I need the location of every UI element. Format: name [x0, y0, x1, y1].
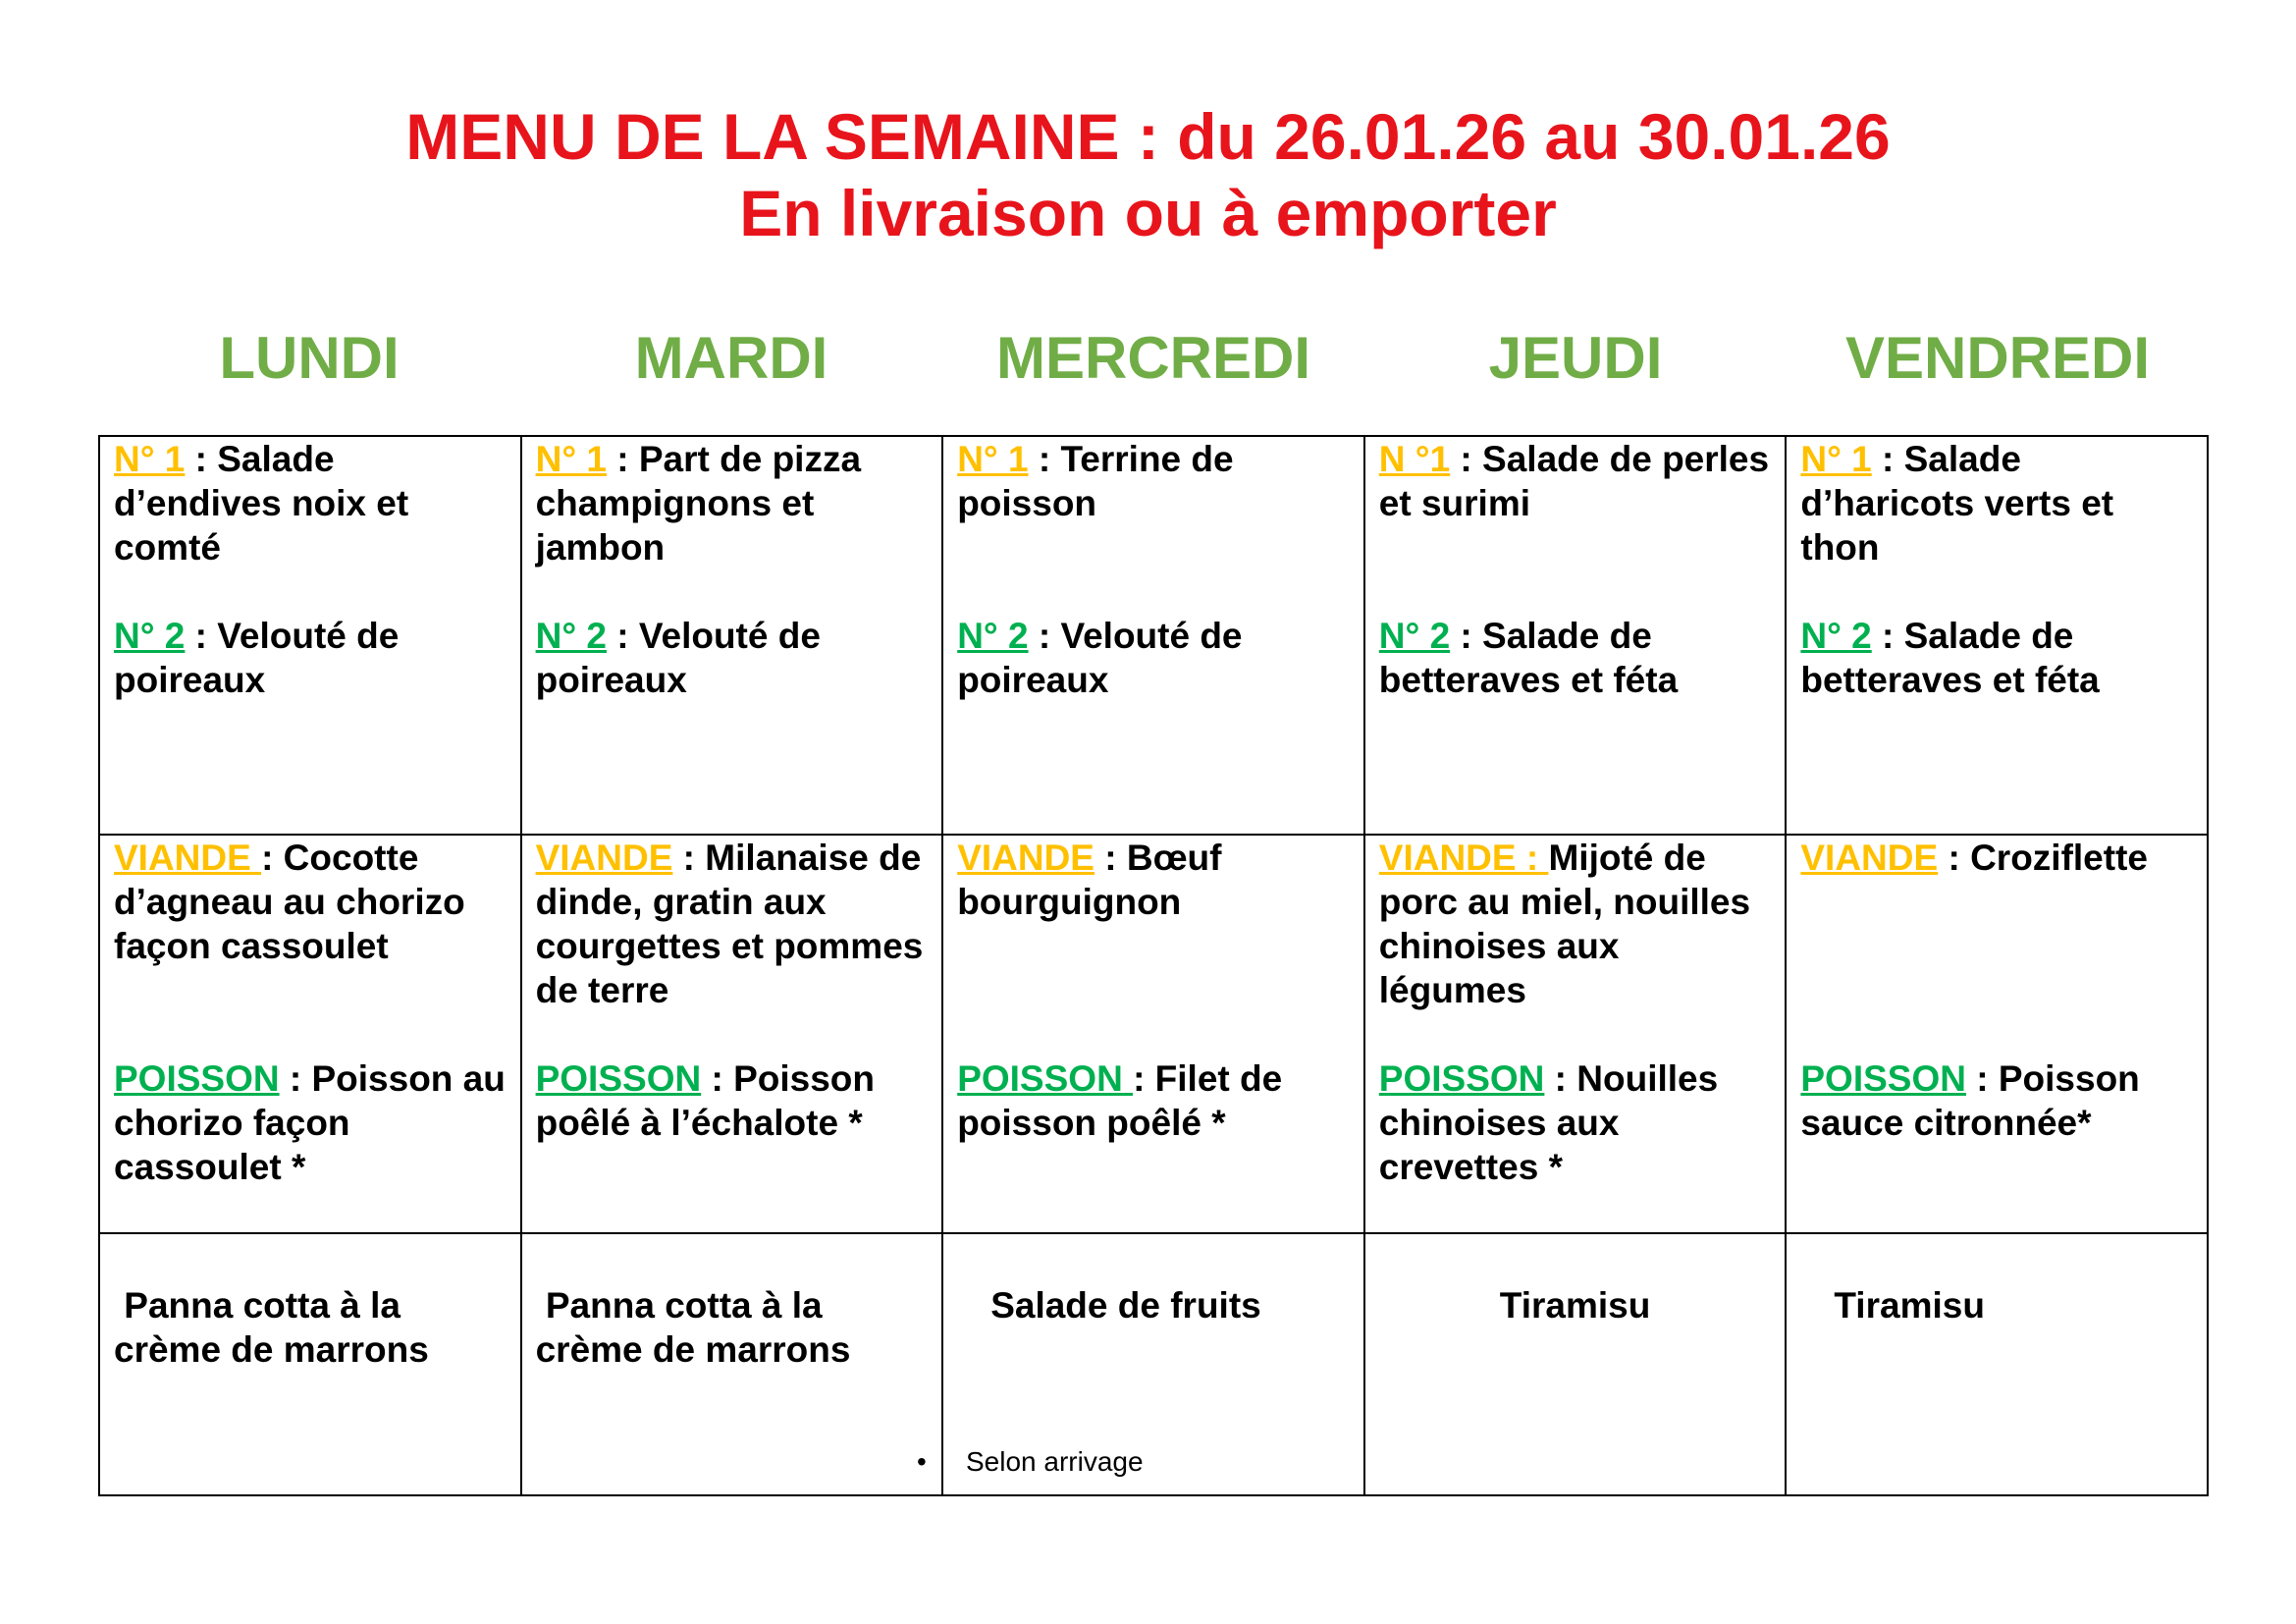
day-mercredi: MERCREDI: [995, 325, 1310, 391]
entree-cell-vendredi: [1786, 436, 2208, 835]
bullet-icon: •: [917, 1446, 927, 1477]
n2-text: : Velouté de poireaux: [535, 616, 821, 700]
n1-label: N° 1: [535, 439, 607, 479]
poisson-label: POISSON: [1800, 1058, 1966, 1099]
n1-label: N° 1: [1800, 439, 1872, 479]
viande-text: Mijoté de porc au miel, nouilles chinoises aux légumes: [1378, 838, 1751, 1010]
dessert-vendredi: Tiramisu: [1786, 1233, 2208, 1495]
n2-label: N° 2: [1800, 616, 1872, 656]
entree-cell-mercredi: [942, 436, 1364, 835]
viande-text: : Cocotte d’agneau au chorizo façon cassoulet: [114, 838, 465, 966]
poisson-text: : Poisson au chorizo façon cassoulet *: [114, 1058, 506, 1187]
dessert-mercredi: Salade de fruits: [942, 1233, 1364, 1495]
viande-label: VIANDE: [535, 838, 673, 878]
viande-text: : Bœuf bourguignon: [957, 838, 1222, 922]
n1-text: : Part de pizza champignons et jambon: [535, 439, 862, 568]
poisson-text: : Poisson sauce citronnée*: [1800, 1058, 2140, 1143]
title-line-2: En livraison ou à emporter: [739, 177, 1557, 249]
viande-label: VIANDE: [1800, 838, 1939, 878]
day-vendredi: VENDREDI: [1844, 325, 2151, 391]
n1-label: N °1: [1378, 439, 1451, 479]
n1-text: : Terrine de poisson: [957, 439, 1234, 523]
poisson-text: : Filet de poisson poêlé *: [957, 1058, 1283, 1143]
n1-text: : Salade d’endives noix et comté: [114, 439, 409, 568]
footnote-text: Selon arrivage: [966, 1446, 1144, 1477]
poisson-text: : Nouilles chinoises aux crevettes *: [1378, 1058, 1719, 1187]
day-headers: [98, 314, 2209, 403]
day-lundi: LUNDI: [219, 325, 400, 391]
n1-text: : Salade de perles et surimi: [1378, 439, 1770, 523]
n2-text: : Velouté de poireaux: [957, 616, 1243, 700]
poisson-label: POISSON: [114, 1058, 280, 1099]
dessert-lundi: Panna cotta à la crème de marrons: [99, 1233, 521, 1495]
footnote: [917, 1446, 1144, 1478]
entree-cell-jeudi: [1364, 436, 1787, 835]
n1-label: N° 1: [114, 439, 186, 479]
desserts-row: [99, 1233, 2208, 1495]
title-line-1: MENU DE LA SEMAINE : du 26.01.26 au 30.01.26: [405, 100, 1891, 173]
entrees-row: [99, 436, 2208, 835]
n2-label: N° 2: [114, 616, 186, 656]
dessert-jeudi: Tiramisu: [1364, 1233, 1787, 1495]
plat-cell-lundi: [99, 835, 521, 1233]
n2-label: N° 2: [1378, 616, 1451, 656]
viande-label: VIANDE: [114, 838, 262, 878]
entree-cell-lundi: [99, 436, 521, 835]
poisson-text: : Poisson poêlé à l’échalote *: [535, 1058, 876, 1143]
plat-cell-vendredi: [1786, 835, 2208, 1233]
n2-label: N° 2: [535, 616, 607, 656]
n2-text: : Velouté de poireaux: [114, 616, 400, 700]
n1-text: : Salade d’haricots verts et thon: [1800, 439, 2114, 568]
dessert-mardi: Panna cotta à la crème de marrons: [521, 1233, 943, 1495]
plat-cell-mercredi: [942, 835, 1364, 1233]
viande-text: : Milanaise de dinde, gratin aux courgettes et pommes de terre: [535, 838, 924, 1010]
poisson-label: POISSON: [535, 1058, 702, 1099]
n2-text: : Salade de betteraves et féta: [1800, 616, 2100, 700]
poisson-label: POISSON: [957, 1058, 1134, 1099]
plat-cell-mardi: [521, 835, 943, 1233]
day-mardi: MARDI: [634, 325, 828, 391]
day-jeudi: JEUDI: [1488, 325, 1663, 391]
n2-text: : Salade de betteraves et féta: [1378, 616, 1679, 700]
n2-label: N° 2: [957, 616, 1029, 656]
plats-row: [99, 835, 2208, 1233]
poisson-label: POISSON: [1378, 1058, 1545, 1099]
n1-label: N° 1: [957, 439, 1029, 479]
viande-text: : Croziflette: [1938, 838, 2148, 878]
viande-label: VIANDE :: [1378, 838, 1549, 878]
menu-table: [98, 435, 2209, 1496]
page-title: [0, 98, 2296, 251]
plat-cell-jeudi: [1364, 835, 1787, 1233]
entree-cell-mardi: [521, 436, 943, 835]
viande-label: VIANDE: [957, 838, 1095, 878]
